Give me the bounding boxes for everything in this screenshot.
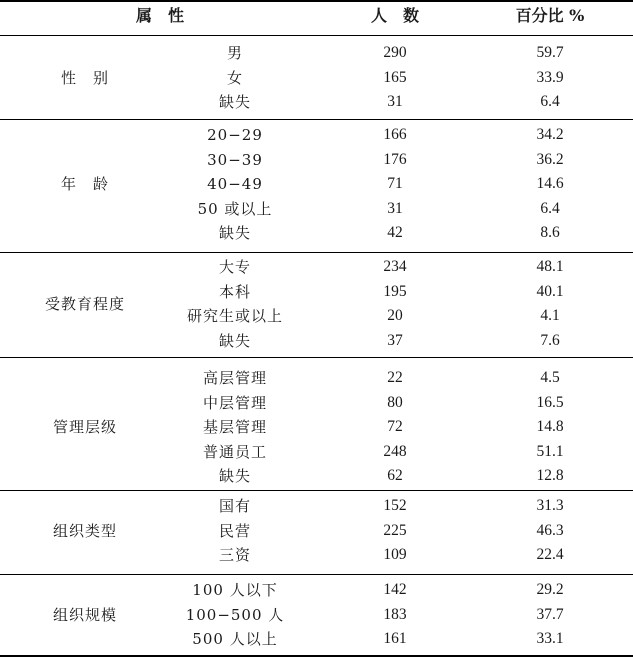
row-percent: 33.1 <box>536 630 564 647</box>
row-value: 缺失 <box>218 93 251 111</box>
row-value: 基层管理 <box>202 418 267 436</box>
row-percent: 14.8 <box>536 418 564 435</box>
row-count: 176 <box>383 150 407 168</box>
row-percent: 31.3 <box>536 497 564 514</box>
row-value: 100 人以下 <box>192 581 278 599</box>
row-percent: 29.2 <box>536 581 564 598</box>
row-value: 30−39 <box>207 150 263 169</box>
row-value: 三资 <box>218 546 251 564</box>
header-attribute: 属 性 <box>135 6 184 25</box>
row-value: 20−29 <box>207 126 263 144</box>
row-value: 本科 <box>218 282 251 301</box>
table-top-rule <box>0 0 633 2</box>
group-label: 性 别 <box>60 68 109 87</box>
row-count: 183 <box>383 605 407 623</box>
header-percent: 百分比 % <box>515 6 585 25</box>
row-percent: 4.5 <box>540 369 560 386</box>
row-count: 31 <box>387 93 403 110</box>
row-count: 72 <box>387 418 403 435</box>
row-percent: 6.4 <box>540 199 560 217</box>
row-count: 142 <box>383 581 407 598</box>
row-value: 研究生或以上 <box>186 307 283 325</box>
row-count: 71 <box>387 175 403 192</box>
row-count: 195 <box>383 282 407 300</box>
row-count: 22 <box>387 369 403 386</box>
row-count: 62 <box>387 467 403 484</box>
row-percent: 16.5 <box>536 393 564 411</box>
row-percent: 8.6 <box>540 224 560 241</box>
row-value: 民营 <box>218 521 251 540</box>
row-percent: 33.9 <box>536 68 564 86</box>
row-count: 109 <box>383 546 407 563</box>
row-value: 男 <box>226 44 243 62</box>
group-separator-rule <box>0 357 633 358</box>
row-count: 165 <box>383 68 407 86</box>
table-bottom-rule <box>0 655 633 657</box>
group-label: 组织类型 <box>52 521 117 540</box>
row-value: 缺失 <box>218 331 251 350</box>
group-separator-rule <box>0 490 633 491</box>
group-separator-rule <box>0 119 633 120</box>
row-value: 50 或以上 <box>197 199 273 218</box>
row-count: 234 <box>383 258 407 275</box>
row-count: 80 <box>387 393 403 411</box>
row-value: 女 <box>226 68 243 87</box>
row-percent: 34.2 <box>536 126 564 143</box>
row-count: 248 <box>383 442 407 460</box>
group-separator-rule <box>0 574 633 575</box>
row-count: 37 <box>387 331 403 349</box>
row-value: 大专 <box>218 258 251 276</box>
header-rule <box>0 35 633 36</box>
row-count: 290 <box>383 44 407 61</box>
row-percent: 40.1 <box>536 282 564 300</box>
row-value: 缺失 <box>218 467 251 485</box>
row-percent: 36.2 <box>536 150 564 168</box>
row-percent: 14.6 <box>536 175 564 192</box>
row-value: 高层管理 <box>202 369 267 387</box>
group-separator-rule <box>0 252 633 253</box>
group-label: 管理层级 <box>52 418 117 436</box>
row-percent: 7.6 <box>540 331 560 349</box>
row-percent: 22.4 <box>536 546 564 563</box>
row-count: 31 <box>387 199 403 217</box>
row-count: 152 <box>383 497 407 514</box>
group-label: 受教育程度 <box>44 294 125 313</box>
row-value: 中层管理 <box>202 393 267 412</box>
group-label: 年 龄 <box>60 175 109 193</box>
row-percent: 48.1 <box>536 258 564 275</box>
row-percent: 12.8 <box>536 467 564 484</box>
group-label: 组织规模 <box>52 605 117 624</box>
row-percent: 37.7 <box>536 605 564 623</box>
row-percent: 4.1 <box>540 307 560 324</box>
row-value: 缺失 <box>218 224 251 242</box>
row-value: 普通员工 <box>202 442 267 461</box>
row-percent: 6.4 <box>540 93 560 110</box>
row-percent: 51.1 <box>536 442 564 460</box>
row-count: 42 <box>387 224 403 241</box>
header-count: 人 数 <box>370 6 419 25</box>
row-percent: 46.3 <box>536 521 564 539</box>
row-value: 国有 <box>218 497 251 515</box>
row-value: 40−49 <box>207 175 263 193</box>
row-value: 500 人以上 <box>192 630 278 648</box>
row-count: 20 <box>387 307 403 324</box>
row-count: 166 <box>383 126 407 143</box>
row-percent: 59.7 <box>536 44 564 61</box>
row-value: 100−500 人 <box>185 605 285 624</box>
row-count: 225 <box>383 521 407 539</box>
row-count: 161 <box>383 630 407 647</box>
